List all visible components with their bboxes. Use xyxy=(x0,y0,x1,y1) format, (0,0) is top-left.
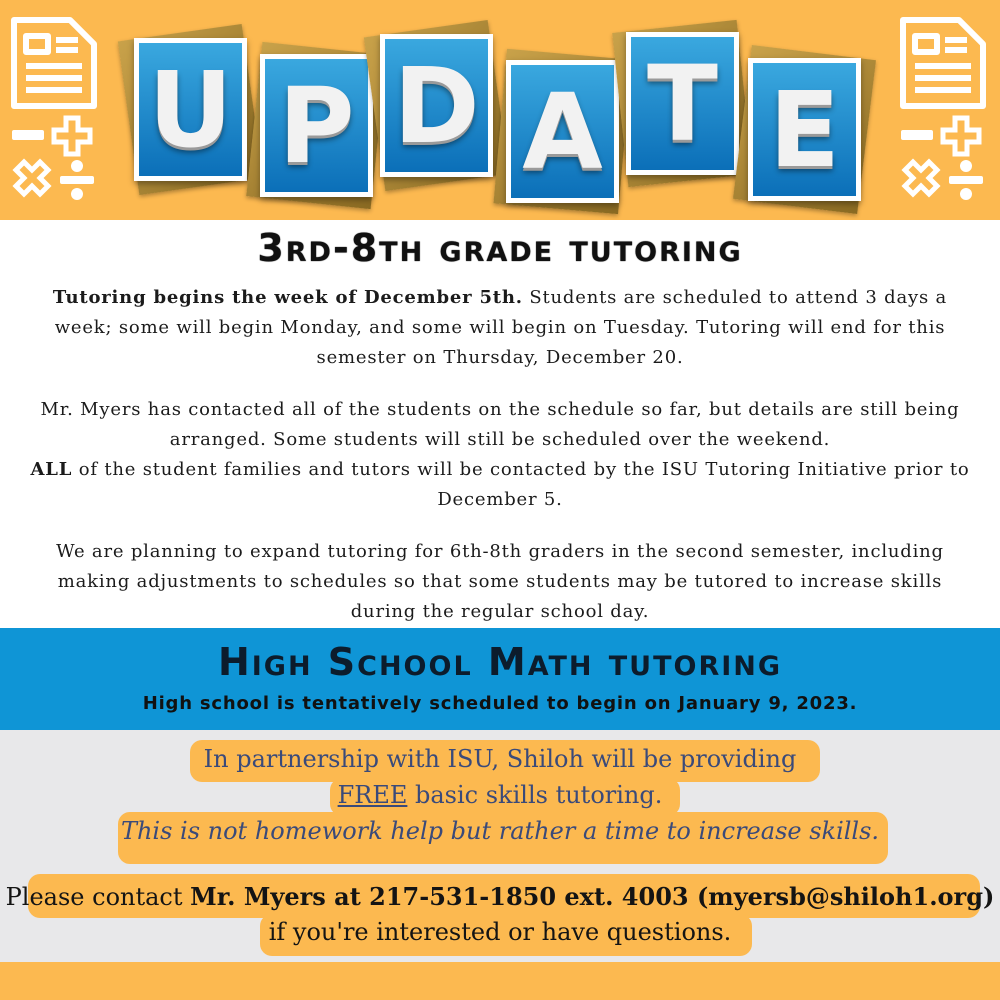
tile-letter-t xyxy=(620,26,745,181)
multiply-icon xyxy=(16,162,48,194)
math-icons-left xyxy=(8,14,103,204)
expansion-plan-paragraph: We are planning to expand tutoring for 6th-8th graders in the second semester, including making adjustments to schedules so that some students may be tutored to increase skills during the regular school day. xyxy=(56,541,944,622)
plus-icon xyxy=(54,118,90,154)
tutoring-schedule-text: Students are scheduled to attend 3 days a week; some will begin Monday, and some will begin on Tuesday. Tutoring will end for this semester on Thursday, December 20. xyxy=(54,287,948,368)
multiply-icon xyxy=(905,162,937,194)
tile-letter: A xyxy=(522,70,603,193)
math-icons-right xyxy=(897,14,992,204)
contact-prefix: Please contact xyxy=(5,883,191,911)
high-school-start-date: High school is tentatively scheduled to begin on January 9, 2023. xyxy=(142,693,858,714)
free-tutoring-text: basic skills tutoring. xyxy=(407,781,663,809)
update-title-tiles xyxy=(118,10,882,215)
tile-letter: E xyxy=(768,68,841,191)
header-banner xyxy=(0,0,1000,220)
grade-tutoring-heading: 3rd-8th grade tutoring xyxy=(257,226,743,270)
tile-letter: D xyxy=(393,44,480,167)
footer-strip xyxy=(0,962,1000,1000)
contact-status-rest: of the student families and tutors will be contacted by the ISU Tutoring Initiative prior to December 5. xyxy=(72,459,970,510)
high-school-heading: High School Math tutoring xyxy=(217,640,783,684)
all-emphasis: ALL xyxy=(30,459,73,480)
tutoring-schedule-paragraph xyxy=(30,283,970,373)
contact-line xyxy=(0,882,1000,911)
minus-icon xyxy=(12,130,44,140)
tile-letter: T xyxy=(647,42,718,165)
tile-letter-a xyxy=(500,54,625,209)
partnership-text: In partnership with ISU, Shiloh will be providing xyxy=(203,745,797,773)
free-tutoring-line xyxy=(0,781,1000,809)
document-icon xyxy=(903,20,983,106)
tile-letter-e xyxy=(742,52,867,207)
tile-letter: P xyxy=(278,64,355,187)
tile-letter: U xyxy=(148,48,233,171)
tile-letter-d xyxy=(374,28,499,183)
tutoring-start-text: Tutoring begins the week of December 5th. xyxy=(52,287,523,308)
minus-icon xyxy=(901,130,933,140)
questions-line: if you're interested or have questions. xyxy=(268,918,732,946)
not-homework-note: This is not homework help but rather a time to increase skills. xyxy=(120,817,880,845)
tile-letter-p xyxy=(254,48,379,203)
free-emphasis: FREE xyxy=(337,781,408,809)
divide-icon xyxy=(60,160,94,200)
divide-icon xyxy=(949,160,983,200)
plus-icon xyxy=(943,118,979,154)
tile-letter-u xyxy=(128,32,253,187)
contact-details: Mr. Myers at 217-531-1850 ext. 4003 (myersb@shiloh1.org) xyxy=(190,882,995,911)
contact-status-text: Mr. Myers has contacted all of the students on the schedule so far, but details are still being arranged. Some students will still be scheduled over the weekend. xyxy=(40,399,960,450)
document-icon xyxy=(14,20,94,106)
contact-status-paragraph xyxy=(30,395,970,515)
